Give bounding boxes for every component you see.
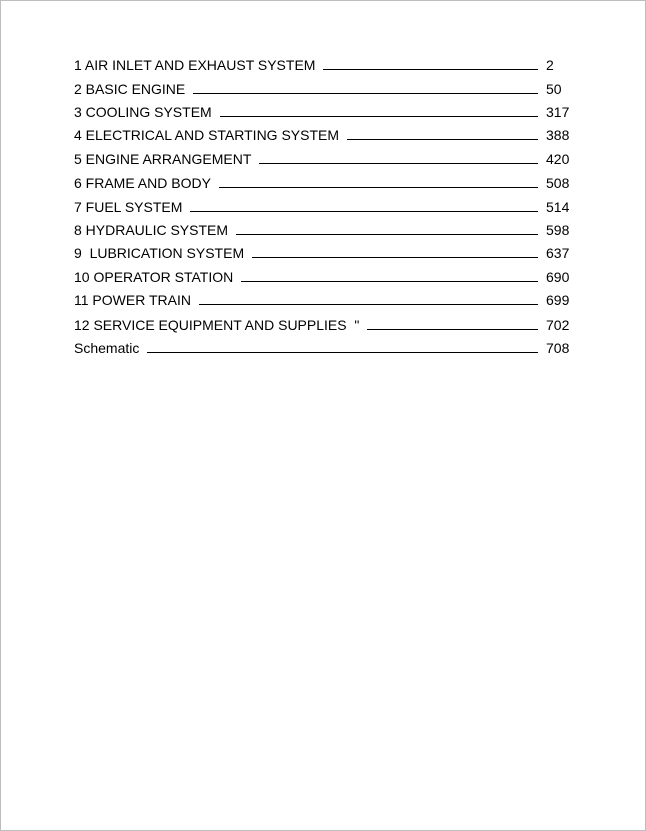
toc-leader-line [190,211,538,212]
toc-entry[interactable] [74,195,574,215]
toc-entry[interactable] [74,265,574,285]
toc-entry-page: 699 [546,292,570,308]
toc-leader-line [147,352,538,353]
toc-entry-page: 317 [546,104,570,120]
toc-leader-line [199,304,538,305]
toc-entry-page: 508 [546,175,570,191]
toc-leader-line [252,257,538,258]
toc-entry-title: 5 ENGINE ARRANGEMENT [74,151,252,167]
toc-leader-line [219,187,538,188]
toc-entry-title: 7 FUEL SYSTEM [74,199,183,215]
toc-entry-title: 10 OPERATOR STATION [74,269,234,285]
toc-entry-page: 690 [546,269,570,285]
toc-entry-page: 420 [546,151,570,167]
toc-entry[interactable] [74,218,574,238]
toc-entry-title: 6 FRAME AND BODY [74,175,211,191]
toc-entry-page: 388 [546,127,570,143]
toc-entry-title: 1 AIR INLET AND EXHAUST SYSTEM [74,57,316,73]
toc-leader-line [259,163,538,164]
toc-entry[interactable] [74,171,574,191]
toc-entry[interactable] [74,77,574,97]
toc-entry-title: 4 ELECTRICAL AND STARTING SYSTEM [74,127,340,143]
toc-leader-line [236,234,538,235]
toc-entry-title: 3 COOLING SYSTEM [74,104,212,120]
toc-leader-line [193,93,538,94]
toc-entry-page: 637 [546,245,570,261]
toc-leader-line [241,281,538,282]
toc-entry[interactable] [74,288,574,308]
toc-entry-page: 708 [546,340,570,356]
toc-leader-line [367,329,538,330]
toc-entry-title: 9 LUBRICATION SYSTEM [74,245,245,261]
toc-entry-title: 8 HYDRAULIC SYSTEM [74,222,229,238]
toc-entry-page: 514 [546,199,570,215]
toc-leader-line [347,139,538,140]
toc-entry[interactable] [74,53,574,73]
toc-entry-page: 702 [546,317,570,333]
toc-entry[interactable] [74,336,574,356]
toc-entry-title: Schematic [74,340,140,356]
toc-leader-line [220,116,538,117]
toc-entry-page: 50 [546,81,562,97]
toc-entry[interactable] [74,123,574,143]
toc-entry-page: 2 [546,57,554,73]
toc-entry[interactable] [74,241,574,261]
toc-leader-line [323,69,538,70]
toc-entry-page: 598 [546,222,570,238]
toc-entry-title: 12 SERVICE EQUIPMENT AND SUPPLIES " [74,317,360,333]
toc-entry-title: 11 POWER TRAIN [74,292,191,308]
toc-entry[interactable] [74,100,574,120]
toc-entry[interactable] [74,313,574,333]
toc-entry[interactable] [74,147,574,167]
toc-entry-title: 2 BASIC ENGINE [74,81,186,97]
